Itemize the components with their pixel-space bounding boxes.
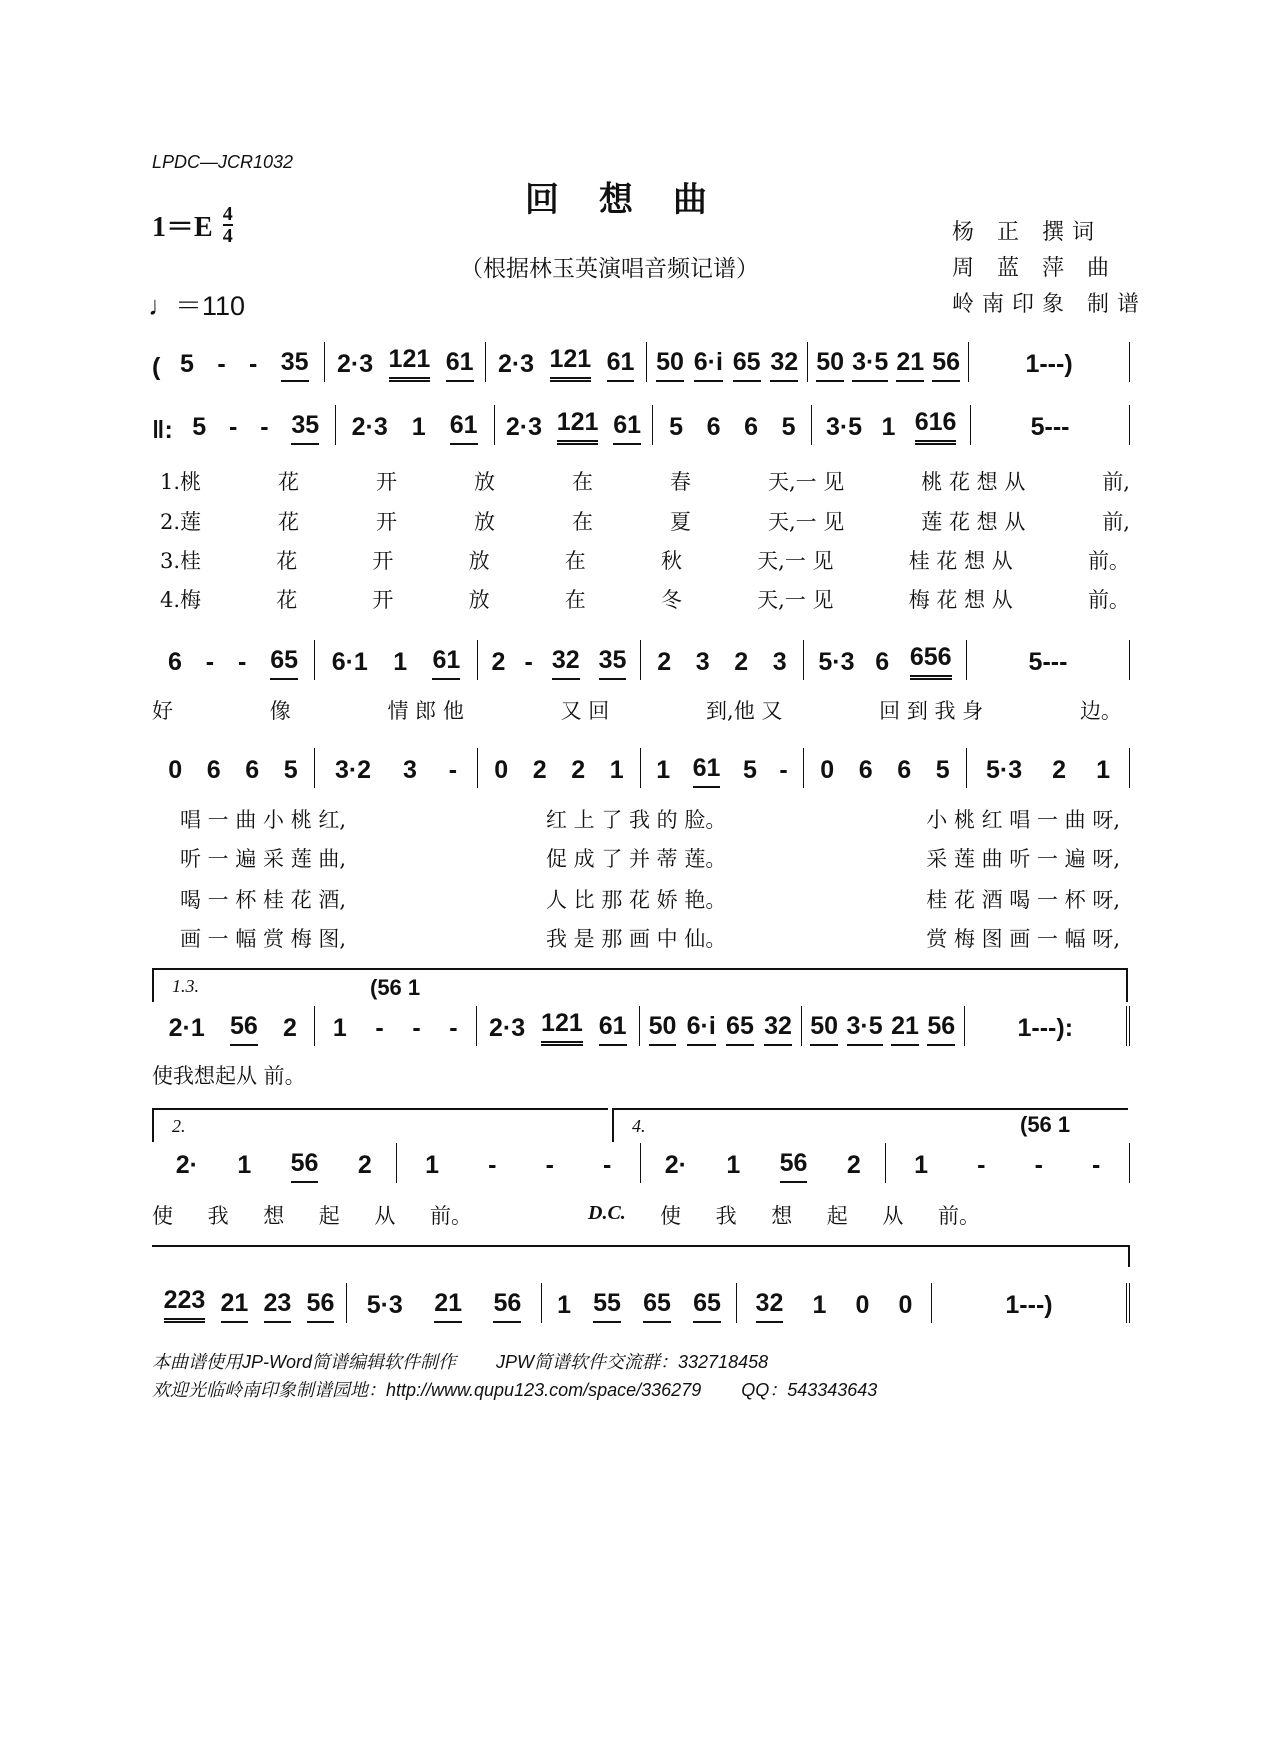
note: 2	[734, 648, 749, 676]
note: 2	[532, 756, 547, 784]
note: 1	[914, 1151, 928, 1179]
note: 1	[726, 1151, 741, 1179]
footer-line-2	[152, 1376, 917, 1402]
measure	[969, 342, 1130, 382]
lyric-syllable: 小 桃 红 唱 一 曲 呀,	[926, 808, 1120, 832]
note: 5	[283, 756, 298, 784]
lyric-syllable: 放	[468, 549, 490, 573]
note: 61	[693, 754, 721, 788]
note: -	[977, 1151, 986, 1179]
lyric-syllable: 前。	[1087, 588, 1130, 612]
note: 5	[180, 350, 194, 378]
note: 1---):	[1017, 1014, 1074, 1042]
measure	[808, 342, 969, 382]
note: 2·3	[351, 413, 388, 441]
note: 121	[557, 408, 599, 445]
song-title: 回想曲	[525, 180, 747, 220]
footer-website: 欢迎光临岭南印象制谱园地：http://www.qupu123.com/space/336279	[152, 1380, 702, 1400]
note: 223	[164, 1286, 206, 1323]
note: 32	[756, 1289, 784, 1323]
lyric-ending-2	[152, 1200, 472, 1230]
lyric-syllable: 从	[882, 1204, 904, 1228]
note: 2·3	[488, 1014, 526, 1042]
note: 1	[411, 413, 426, 441]
measure	[152, 748, 315, 788]
lyric-syllable: 天,一 见	[767, 470, 845, 494]
measure	[164, 342, 325, 382]
pickup-notes-2: (56 1	[1020, 1112, 1071, 1137]
music-row-verse	[152, 405, 1130, 445]
lyric-line-2	[160, 506, 1130, 536]
measure	[886, 1143, 1131, 1183]
credits	[952, 215, 1147, 323]
note: -	[249, 350, 258, 378]
measure	[478, 748, 641, 788]
note: 656	[910, 643, 952, 680]
note: -	[228, 413, 238, 441]
measure	[932, 1283, 1130, 1323]
note: 65	[726, 1012, 754, 1046]
measure	[971, 405, 1130, 445]
subtitle: （根据林玉英演唱音频记谱）	[460, 256, 759, 282]
note: 121	[389, 345, 431, 382]
lyric-line-3	[160, 545, 1130, 575]
lyric-syllable: 我	[207, 1204, 229, 1228]
lyric-syllable: 想	[771, 1204, 793, 1228]
note: 2·3	[505, 413, 543, 441]
lyric-syllable: 4.梅	[160, 588, 202, 612]
note: 6	[167, 648, 182, 676]
lyric-syllable: 桂 花 想 从	[908, 549, 1013, 573]
note: 1	[237, 1151, 252, 1179]
note: 21	[896, 348, 924, 382]
note: 55	[593, 1289, 621, 1323]
note: -	[1034, 1151, 1043, 1179]
note: 56	[780, 1149, 808, 1183]
measure	[477, 1006, 640, 1046]
footer-software: 本曲谱使用JP-Word简谱编辑软件制作	[152, 1352, 457, 1372]
lyric-syllable: 桃 花 想 从	[921, 470, 1026, 494]
note: 1	[881, 413, 896, 441]
note: 61	[607, 348, 635, 382]
measure	[315, 748, 478, 788]
note: -	[488, 1151, 497, 1179]
footer-group: JPW简谱软件交流群：332718458	[496, 1352, 769, 1372]
music-row-bridge	[152, 640, 1130, 680]
note: 6·1	[331, 648, 368, 676]
note: -	[238, 648, 247, 676]
lyric-syllable: 采 莲 曲 听 一 遍 呀,	[926, 847, 1120, 871]
lyric-chorus-1	[180, 804, 1120, 834]
lyric-syllable: 开	[376, 510, 398, 534]
note: 2	[846, 1151, 861, 1179]
note: 616	[915, 408, 957, 445]
note: 2·3	[336, 350, 374, 378]
lyric-chorus-3	[180, 884, 1120, 914]
note: 1	[425, 1151, 439, 1179]
note: 6	[897, 756, 912, 784]
note: 56	[307, 1289, 335, 1323]
note: 65	[693, 1289, 721, 1323]
lyric-syllable: 前。	[937, 1204, 980, 1228]
note: 5	[742, 756, 757, 784]
lyric-syllable: 从	[374, 1204, 396, 1228]
lyric-syllable: 花	[278, 510, 300, 534]
note: 50	[816, 348, 844, 382]
note: 35	[281, 348, 309, 382]
note: -	[524, 648, 533, 676]
lyric-ending-1: 使我想起从 前。	[152, 1064, 306, 1088]
lyric-syllable: 前,	[1102, 510, 1130, 534]
music-row-ending-1	[152, 1006, 1130, 1046]
note: 2·3	[497, 350, 535, 378]
footer-qq: QQ：543343643	[741, 1380, 878, 1400]
note: 3	[772, 648, 787, 676]
note: 1	[393, 648, 408, 676]
measure	[804, 640, 967, 680]
note: 5	[669, 413, 684, 441]
composer: 周 蓝 萍 曲	[952, 256, 1117, 281]
note: 2	[357, 1151, 372, 1179]
lyric-syllable: 花	[278, 470, 300, 494]
note: 21	[434, 1289, 462, 1323]
music-row-ending-2-4	[152, 1143, 1130, 1183]
lyric-syllable: 春	[669, 470, 691, 494]
lyric-syllable: 画 一 幅 赏 梅 图,	[180, 927, 347, 951]
lyric-syllable: 唱 一 曲 小 桃 红,	[180, 808, 347, 832]
note: 2·	[664, 1151, 687, 1179]
lyric-syllable: 天,一 见	[757, 549, 834, 573]
lyric-syllable: 花	[276, 549, 298, 573]
note: 5	[935, 756, 950, 784]
note: -	[412, 1014, 421, 1042]
note: 2	[282, 1014, 297, 1042]
measure	[641, 1143, 886, 1183]
note: 50	[810, 1012, 838, 1046]
note: 56	[291, 1149, 319, 1183]
measure	[152, 1283, 347, 1323]
note: -	[448, 756, 458, 784]
bracket-or-repeat: ‖:	[152, 416, 173, 444]
lyric-syllable: 开	[376, 470, 398, 494]
note: 5	[781, 413, 796, 441]
measure	[315, 1006, 478, 1046]
volta-2: 2.	[152, 1108, 608, 1142]
lyric-syllable: 放	[468, 588, 490, 612]
note: 23	[264, 1289, 292, 1323]
measure	[315, 640, 478, 680]
note: 65	[643, 1289, 671, 1323]
dc-marking: D.C.	[588, 1202, 626, 1224]
note: 61	[446, 348, 474, 382]
note: 3·5	[847, 1012, 883, 1046]
lyric-syllable: 促 成 了 并 蒂 莲。	[545, 847, 727, 871]
arranger: 岭南印象 制谱	[952, 292, 1147, 317]
lyric-syllable: 冬	[660, 588, 682, 612]
lyric-syllable: 3.桂	[160, 549, 202, 573]
measure	[967, 640, 1130, 680]
note: 2·	[175, 1151, 198, 1179]
time-signature	[223, 204, 233, 246]
lyric-syllable: 梅 花 想 从	[908, 588, 1013, 612]
note: 21	[891, 1012, 919, 1046]
measure	[336, 405, 495, 445]
lyric-syllable: 夏	[669, 510, 691, 534]
lyric-syllable: 1.桃	[160, 470, 202, 494]
note: 6	[245, 756, 260, 784]
measure	[397, 1143, 642, 1183]
lyric-syllable: 到,他 又	[706, 699, 783, 723]
lyric-line-4	[160, 584, 1130, 614]
note: 3·2	[334, 756, 372, 784]
lyric-syllable: 前。	[1087, 549, 1130, 573]
lyric-syllable: 在	[571, 510, 593, 534]
lyric-syllable: 在	[564, 588, 586, 612]
note: -	[449, 1014, 458, 1042]
lyricist: 杨 正 撰词	[952, 220, 1102, 245]
key: 1＝E	[152, 212, 213, 243]
note: -	[545, 1151, 554, 1179]
note: 3	[695, 648, 710, 676]
lyric-syllable: 开	[372, 588, 394, 612]
note: 2·1	[168, 1014, 205, 1042]
note: 21	[221, 1289, 249, 1323]
note: 2	[1052, 756, 1067, 784]
note: -	[1092, 1151, 1101, 1179]
note: 1	[812, 1291, 827, 1319]
lyric-syllable: 好	[152, 699, 173, 723]
measure	[152, 1006, 315, 1046]
note: 1---)	[1025, 350, 1073, 378]
measure	[495, 405, 654, 445]
note: 56	[230, 1012, 258, 1046]
note: 6·i	[694, 348, 723, 382]
lyric-syllable: 我 是 那 画 中 仙。	[545, 927, 727, 951]
lyric-syllable: 使	[152, 1204, 173, 1228]
music-row-coda	[152, 1283, 1130, 1323]
lyric-syllable: 前,	[1102, 470, 1130, 494]
note: 32	[552, 646, 580, 680]
note: 2	[571, 756, 586, 784]
lyric-syllable: 放	[474, 510, 495, 534]
lyric-syllable: 在	[564, 549, 586, 573]
lyric-syllable: 前。	[429, 1204, 472, 1228]
measure	[478, 640, 641, 680]
lyric-syllable: 起	[318, 1204, 340, 1228]
lyric-ending-4	[660, 1200, 980, 1230]
note: 56	[493, 1289, 521, 1323]
measure	[152, 640, 315, 680]
measure	[177, 405, 336, 445]
measure	[152, 1143, 397, 1183]
note: 56	[927, 1012, 955, 1046]
key-signature	[152, 204, 233, 246]
note: 6	[858, 756, 873, 784]
measure	[737, 1283, 932, 1323]
note: 6	[706, 413, 721, 441]
note: 61	[613, 411, 641, 445]
note: 5·3	[366, 1291, 403, 1319]
lyric-bridge	[152, 695, 1122, 725]
footer-line-1	[152, 1348, 808, 1374]
measure	[804, 748, 967, 788]
lyric-syllable: 我	[715, 1204, 737, 1228]
note: 32	[770, 348, 798, 382]
note: -	[260, 413, 269, 441]
lyric-syllable: 秋	[660, 549, 682, 573]
note: 35	[599, 646, 627, 680]
note: 1	[332, 1014, 347, 1042]
measure	[641, 640, 804, 680]
note: 1	[1096, 756, 1110, 784]
note: 6	[744, 413, 759, 441]
note: 3·5	[825, 413, 863, 441]
tempo: ♩＝110	[148, 291, 246, 321]
measure	[542, 1283, 737, 1323]
measure	[325, 342, 486, 382]
volta-1-3: 1.3.	[152, 968, 1128, 1002]
bracket-or-repeat: (	[152, 353, 161, 381]
note: 6·i	[687, 1012, 716, 1046]
note: 56	[932, 348, 960, 382]
note: -	[603, 1151, 612, 1179]
measure	[641, 748, 804, 788]
lyric-syllable: 听 一 遍 采 莲 曲,	[180, 847, 347, 871]
note: 0	[820, 756, 835, 784]
note: 5	[192, 413, 207, 441]
lyric-syllable: 回 到 我 身	[879, 699, 984, 723]
lyric-syllable: 情 郎 他	[387, 699, 464, 723]
note: 5·3	[986, 756, 1023, 784]
note: 2	[491, 648, 506, 676]
note: -	[375, 1014, 384, 1042]
note: 0	[494, 756, 509, 784]
note: 61	[599, 1012, 627, 1046]
lyric-syllable: 花	[276, 588, 298, 612]
lyric-syllable: 开	[372, 549, 394, 573]
time-top: 4	[222, 203, 233, 225]
note: 61	[432, 646, 460, 680]
lyric-syllable: 2.莲	[160, 510, 202, 534]
measure	[647, 342, 808, 382]
lyric-syllable: 天,一 见	[767, 510, 845, 534]
note: 65	[270, 646, 298, 680]
note: 3	[402, 756, 417, 784]
note: 6	[875, 648, 890, 676]
volta-4: 4.	[612, 1108, 1128, 1142]
lyric-syllable: 边。	[1079, 699, 1122, 723]
note: 50	[649, 1012, 677, 1046]
note: 65	[733, 348, 761, 382]
lyric-syllable: 莲 花 想 从	[921, 510, 1026, 534]
note: 0	[898, 1291, 913, 1319]
note: 35	[291, 411, 319, 445]
note: 5---	[1028, 648, 1068, 676]
lyric-syllable: 起	[826, 1204, 848, 1228]
measure	[347, 1283, 542, 1323]
note: 1	[656, 756, 671, 784]
note: 6	[206, 756, 221, 784]
note: 0	[168, 756, 183, 784]
pickup-notes: (56 1	[370, 975, 421, 1000]
note: 61	[450, 411, 478, 445]
music-row-chorus	[152, 748, 1130, 788]
measure	[967, 748, 1130, 788]
measure	[486, 342, 647, 382]
note: 121	[550, 345, 592, 382]
note: -	[217, 350, 226, 378]
lyric-chorus-2	[180, 843, 1120, 873]
note: 1	[609, 756, 624, 784]
lyric-syllable: 使	[660, 1204, 681, 1228]
lyric-chorus-4	[180, 923, 1120, 953]
note: -	[779, 756, 788, 784]
lyric-syllable: 红 上 了 我 的 脸。	[545, 808, 727, 832]
measure	[812, 405, 971, 445]
score-code: LPDC—JCR1032	[152, 152, 294, 172]
lyric-syllable: 人 比 那 花 娇 艳。	[545, 888, 727, 912]
measure	[653, 405, 812, 445]
lyric-syllable: 又 回	[560, 699, 610, 723]
note: -	[205, 648, 215, 676]
lyric-syllable: 在	[571, 470, 593, 494]
lyric-syllable: 想	[263, 1204, 285, 1228]
coda-bracket	[152, 1245, 1130, 1267]
note: 5---	[1030, 413, 1070, 441]
note: 0	[855, 1291, 870, 1319]
lyric-syllable: 赏 梅 图 画 一 幅 呀,	[926, 927, 1120, 951]
note: 121	[541, 1009, 583, 1046]
music-row-intro	[152, 342, 1130, 382]
lyric-line-1	[160, 466, 1130, 496]
lyric-syllable: 放	[474, 470, 495, 494]
note: 1	[557, 1291, 571, 1319]
time-bottom: 4	[222, 225, 233, 247]
measure	[640, 1006, 803, 1046]
note: 50	[656, 348, 684, 382]
lyric-syllable: 像	[269, 699, 291, 723]
note: 2	[657, 648, 672, 676]
measure	[965, 1006, 1131, 1046]
measure	[802, 1006, 965, 1046]
note: 1---)	[1005, 1291, 1053, 1319]
lyric-syllable: 桂 花 酒 喝 一 杯 呀,	[926, 888, 1120, 912]
note: 32	[764, 1012, 792, 1046]
note: 3·5	[852, 348, 888, 382]
lyric-syllable: 天,一 见	[757, 588, 834, 612]
note: 5·3	[818, 648, 855, 676]
lyric-syllable: 喝 一 杯 桂 花 酒,	[180, 888, 347, 912]
